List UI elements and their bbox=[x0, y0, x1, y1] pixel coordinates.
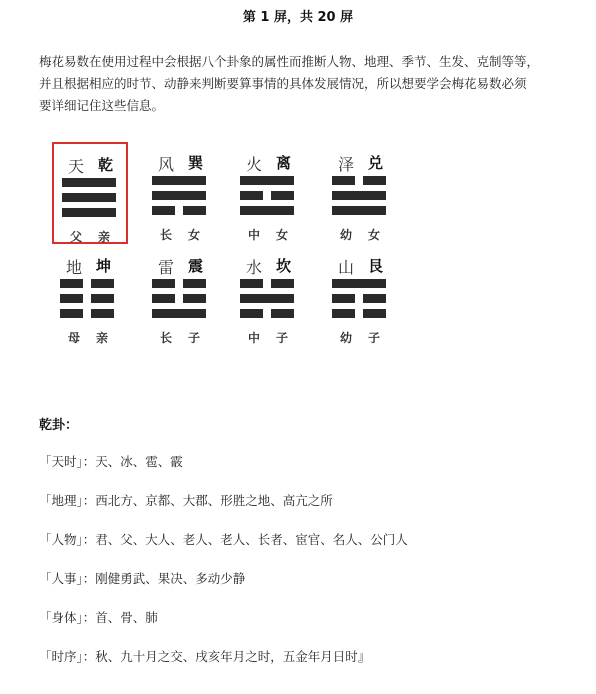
trigram-person: 中 bbox=[248, 228, 261, 242]
yang-line bbox=[332, 206, 386, 215]
trigram-gen bbox=[324, 245, 400, 347]
trigram-person: 幼 bbox=[340, 228, 353, 242]
yin-line bbox=[332, 309, 386, 318]
trigram-person: 女 bbox=[368, 228, 381, 242]
trigram-lines bbox=[240, 176, 294, 221]
yin-line bbox=[60, 279, 114, 288]
yin-line bbox=[332, 176, 386, 185]
trigram-person: 幼 bbox=[340, 331, 353, 345]
section-title: 乾卦： bbox=[39, 418, 79, 433]
trigram-person: 母 bbox=[68, 331, 81, 345]
intro-paragraph bbox=[39, 51, 559, 117]
trigram-chart bbox=[52, 139, 412, 371]
yin-line bbox=[240, 279, 294, 288]
trigram-name: 坎 bbox=[276, 257, 292, 275]
trigram-lines bbox=[332, 176, 386, 221]
trigram-lines bbox=[332, 279, 386, 324]
attribute-line: 「人物」：君、父、大人、老人、老人、长者、宦官、名人、公门人 bbox=[39, 532, 408, 547]
trigram-person: 中 bbox=[248, 331, 261, 345]
trigram-person: 子 bbox=[188, 331, 201, 345]
trigram-person: 长 bbox=[160, 331, 173, 345]
trigram-person: 子 bbox=[276, 331, 289, 345]
yang-line bbox=[62, 193, 116, 202]
attribute-line: 「时序」：秋、九十月之交、戌亥年月之时，五金年月日时』 bbox=[39, 649, 371, 664]
trigram-name: 艮 bbox=[368, 257, 384, 275]
trigram-person: 子 bbox=[368, 331, 381, 345]
trigram-nature: 风 bbox=[158, 155, 175, 174]
intro-line: 并且根据相应的时节、动静来判断要算事情的具体发展情况，所以想要学会梅花易数必须 bbox=[39, 76, 527, 91]
trigram-li bbox=[232, 142, 308, 244]
trigram-name: 震 bbox=[188, 257, 204, 275]
trigram-lines bbox=[60, 279, 114, 324]
trigram-lines bbox=[152, 279, 206, 324]
trigram-qian bbox=[52, 142, 128, 244]
trigram-nature: 天 bbox=[68, 157, 85, 176]
yang-line bbox=[62, 178, 116, 187]
yang-line bbox=[240, 206, 294, 215]
yin-line bbox=[152, 206, 206, 215]
yin-line bbox=[152, 294, 206, 303]
yin-line bbox=[332, 294, 386, 303]
trigram-nature: 水 bbox=[246, 258, 263, 277]
yang-line bbox=[240, 294, 294, 303]
yang-line bbox=[332, 279, 386, 288]
trigram-name: 离 bbox=[276, 154, 292, 172]
yin-line bbox=[240, 309, 294, 318]
trigram-xun bbox=[144, 142, 220, 244]
intro-line: 梅花易数在使用过程中会根据八个卦象的属性而推断人物、地理、季节、生发、克制等等， bbox=[39, 54, 540, 69]
yin-line bbox=[240, 191, 294, 200]
trigram-lines bbox=[240, 279, 294, 324]
trigram-zhen bbox=[144, 245, 220, 347]
trigram-person: 女 bbox=[188, 228, 201, 242]
trigram-person: 亲 bbox=[98, 230, 111, 244]
trigram-name: 乾 bbox=[98, 156, 114, 174]
trigram-dui bbox=[324, 142, 400, 244]
yang-line bbox=[62, 208, 116, 217]
trigram-person: 亲 bbox=[96, 331, 109, 345]
trigram-name: 坤 bbox=[96, 257, 112, 275]
attribute-line: 「人事」：刚健勇武、果决、多动少静 bbox=[39, 571, 246, 586]
trigram-person: 女 bbox=[276, 228, 289, 242]
yin-line bbox=[60, 294, 114, 303]
trigram-name: 兑 bbox=[368, 154, 384, 172]
yang-line bbox=[152, 176, 206, 185]
trigram-nature: 泽 bbox=[338, 155, 355, 174]
trigram-person: 长 bbox=[160, 228, 173, 242]
yin-line bbox=[60, 309, 114, 318]
page-header: 第 1 屏，共 20 屏 bbox=[242, 10, 354, 25]
intro-line: 要详细记住这些信息。 bbox=[39, 98, 165, 113]
trigram-nature: 地 bbox=[66, 258, 83, 277]
attribute-line: 「地理」：西北方、京都、大郡、形胜之地、高亢之所 bbox=[39, 493, 333, 508]
attribute-line: 「身体」：首、骨、肺 bbox=[39, 610, 158, 625]
yang-line bbox=[332, 191, 386, 200]
yang-line bbox=[240, 176, 294, 185]
yang-line bbox=[152, 191, 206, 200]
trigram-kan bbox=[232, 245, 308, 347]
yin-line bbox=[152, 279, 206, 288]
trigram-lines bbox=[62, 178, 116, 223]
trigram-name: 巽 bbox=[188, 154, 204, 172]
trigram-kun bbox=[52, 245, 128, 347]
yang-line bbox=[152, 309, 206, 318]
trigram-nature: 雷 bbox=[158, 258, 175, 277]
trigram-lines bbox=[152, 176, 206, 221]
trigram-nature: 山 bbox=[338, 258, 355, 277]
trigram-nature: 火 bbox=[246, 155, 263, 174]
trigram-person: 父 bbox=[70, 230, 83, 244]
attribute-line: 「天时」：天、冰、雹、霰 bbox=[39, 454, 183, 469]
